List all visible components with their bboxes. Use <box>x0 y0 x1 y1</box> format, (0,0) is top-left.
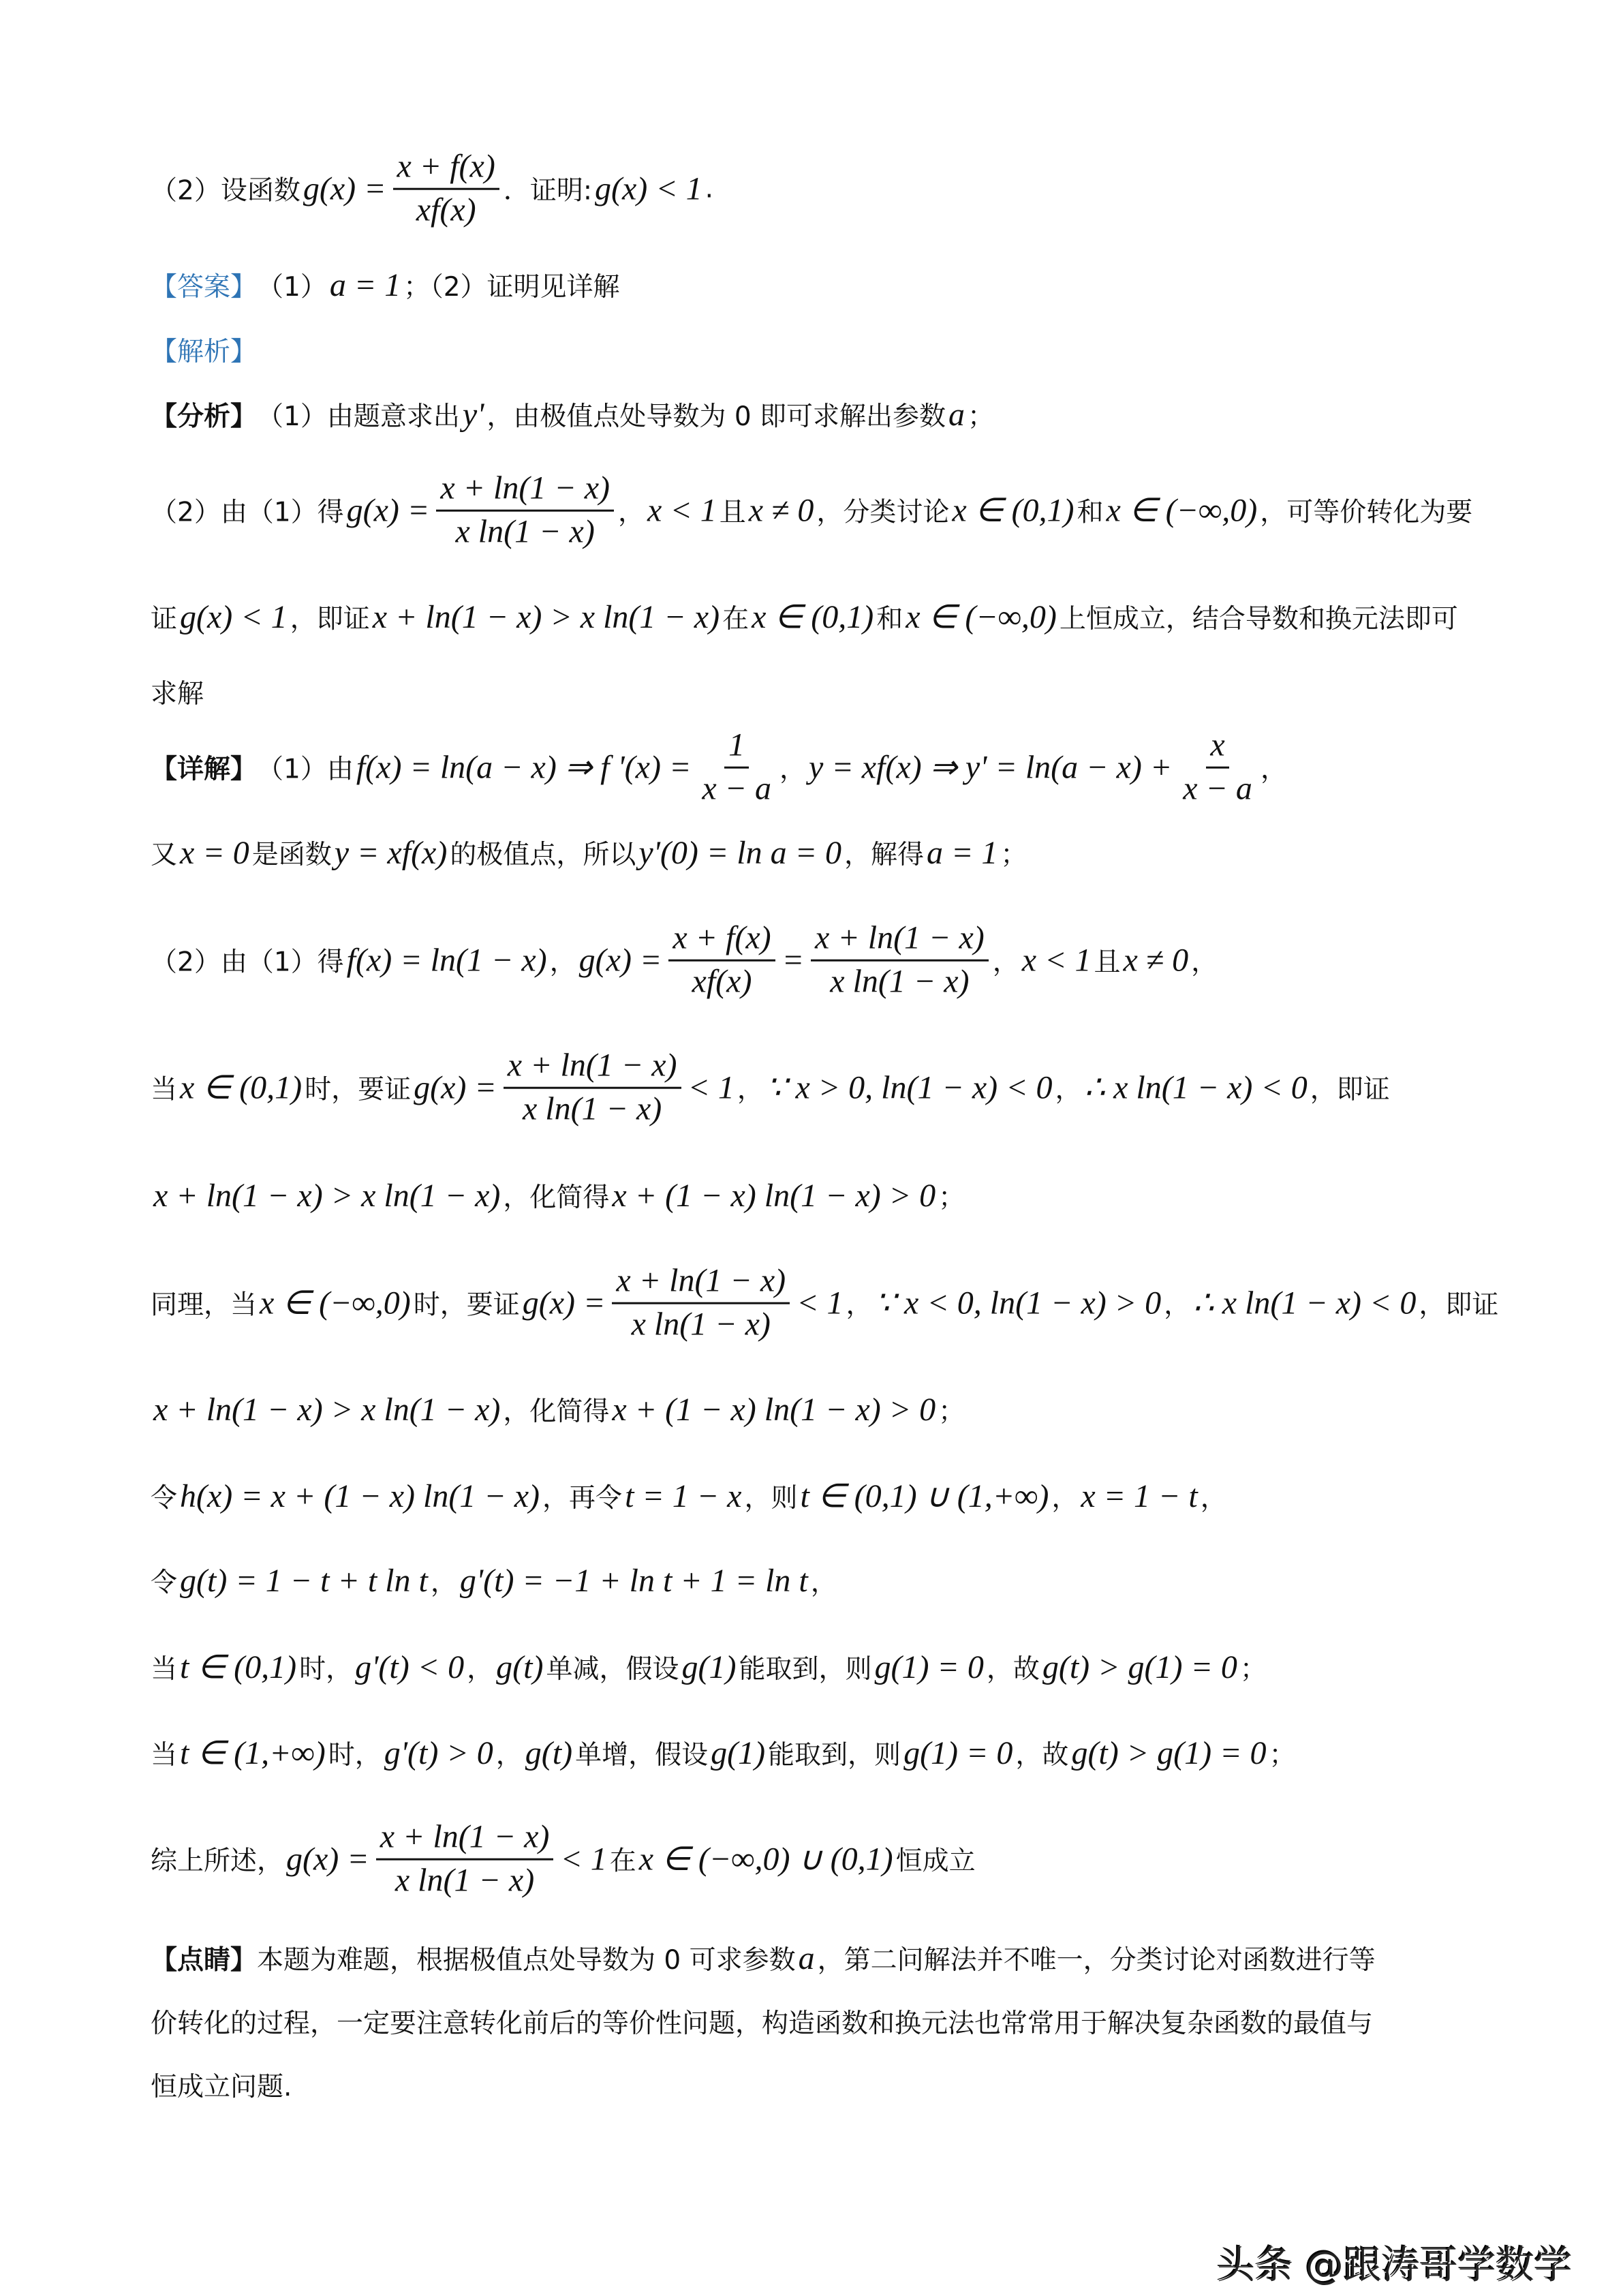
text: ， <box>779 754 807 785</box>
text: 当 <box>151 1654 178 1685</box>
text: ， <box>1051 1483 1079 1514</box>
text: ．证明: <box>503 176 592 206</box>
text: ，则 <box>744 1483 798 1514</box>
text-line <box>151 1264 1498 1343</box>
fraction-numerator: x + ln(1 − x) <box>811 921 989 962</box>
text: 求解 <box>151 679 204 709</box>
fraction-denominator: xf(x) <box>416 192 476 228</box>
math-expression: x ≠ 0 <box>748 492 814 529</box>
text: ， <box>618 498 645 528</box>
math-expression: g(x) < 1 <box>594 170 702 207</box>
text: 单增，假设 <box>575 1740 709 1771</box>
text: ； <box>938 1182 965 1213</box>
math-expression: g(x) = <box>346 492 430 529</box>
math-expression: y' <box>462 396 484 433</box>
text: （2）由（1）得 <box>151 947 344 978</box>
math-expression: x ∈ (−∞,0) <box>1106 493 1258 529</box>
text: ，由极值点处导数为 0 即可求解出参数 <box>486 401 946 432</box>
text: 时， <box>299 1654 353 1685</box>
text: 且 <box>1094 947 1121 978</box>
math-expression: g(x) = <box>414 1069 497 1106</box>
fraction-numerator: x <box>1206 728 1228 769</box>
math-expression: x < 1 <box>647 492 717 529</box>
math-expression: x + (1 − x) ln(1 − x) > 0 <box>612 1177 936 1214</box>
text-line <box>151 395 994 433</box>
text: ， <box>1055 1075 1082 1105</box>
section-label: 【答案】 <box>151 272 258 303</box>
text: ； <box>1269 1740 1296 1771</box>
text: 价转化的过程，一定要注意转化前后的等价性问题，构造函数和换元法也常常用于解决复杂函数的最值与 <box>151 2008 1374 2039</box>
math-expression: t ∈ (1,+∞) <box>180 1735 326 1771</box>
math-expression: t ∈ (0,1) ∪ (1,+∞) <box>800 1478 1049 1514</box>
text: 恒成立 <box>895 1846 976 1877</box>
math-expression: g'(t) > 0 <box>384 1734 493 1771</box>
fraction <box>1179 728 1256 808</box>
fraction-denominator: x ln(1 − x) <box>631 1306 771 1343</box>
math-expression: g(1) <box>681 1649 737 1685</box>
text: 在 <box>722 604 749 634</box>
text: 的极值点，所以 <box>450 840 636 870</box>
text: 和 <box>1077 498 1104 528</box>
fraction <box>811 921 989 1000</box>
fraction <box>376 1820 554 1899</box>
text-line <box>151 149 713 229</box>
math-expression: t ∈ (0,1) <box>180 1649 297 1685</box>
math-expression: a = 1 <box>329 266 401 303</box>
text: 上恒成立，结合导数和换元法即可 <box>1059 604 1458 634</box>
fraction <box>698 728 775 808</box>
math-expression: g(1) = 0 <box>903 1734 1013 1771</box>
math-expression: g(x) = <box>578 942 662 979</box>
fraction-numerator: x + ln(1 − x) <box>504 1048 681 1089</box>
fraction <box>668 921 775 1000</box>
text: （1）由题意求出 <box>257 401 460 432</box>
fraction <box>436 471 614 551</box>
math-expression: x < 1 <box>1021 942 1092 979</box>
math-expression: f(x) = ln(1 − x) <box>346 942 547 979</box>
text: ，即证 <box>1419 1290 1499 1321</box>
math-expression: g(t) <box>496 1649 544 1685</box>
math-expression: h(x) = x + (1 − x) ln(1 − x) <box>180 1478 540 1514</box>
text-line <box>151 1561 837 1599</box>
text: ， <box>1260 754 1287 785</box>
text: 又 <box>151 840 178 870</box>
fraction <box>612 1264 790 1343</box>
text: ；（2）证明见详解 <box>403 272 620 303</box>
text: 在 <box>609 1846 636 1877</box>
section-label: 【分析】 <box>151 401 258 432</box>
math-expression: x + ln(1 − x) > x ln(1 − x) <box>153 1391 501 1428</box>
math-expression: x ∈ (0,1) <box>180 1070 303 1106</box>
math-expression: ∴ x ln(1 − x) < 0 <box>1193 1285 1417 1321</box>
text: （1）由 <box>257 754 354 785</box>
math-expression: a <box>798 1940 815 1976</box>
text: ， <box>810 1567 837 1598</box>
fraction-numerator: x + ln(1 − x) <box>612 1264 790 1304</box>
text: 恒成立问题. <box>151 2072 292 2102</box>
text: ； <box>1000 840 1027 870</box>
fraction <box>393 149 499 229</box>
text: 当 <box>151 1075 178 1105</box>
text-line <box>151 1820 976 1899</box>
math-expression: x + ln(1 − x) > x ln(1 − x) <box>153 1177 501 1214</box>
math-expression: g'(t) < 0 <box>355 1649 465 1685</box>
math-expression: a = 1 <box>927 834 998 871</box>
text: ，故 <box>1015 1740 1069 1771</box>
math-expression: ∵ x < 0, ln(1 − x) > 0 <box>875 1285 1162 1321</box>
math-expression: g(t) <box>525 1734 573 1771</box>
text-line <box>151 1390 965 1428</box>
text: ； <box>1239 1654 1267 1685</box>
math-expression: g(x) = <box>522 1285 606 1321</box>
text: 是函数 <box>251 840 332 870</box>
fraction <box>504 1048 681 1128</box>
text: 能取到，则 <box>739 1654 872 1685</box>
text: 和 <box>876 604 903 634</box>
text: 本题为难题，根据极值点处导数为 0 可求参数 <box>257 1945 796 1976</box>
fraction-numerator: x + ln(1 − x) <box>376 1820 554 1861</box>
math-expression: x ∈ (−∞,0) ∪ (0,1) <box>638 1841 893 1878</box>
text: ， <box>495 1740 523 1771</box>
math-expression: y'(0) = ln a = 0 <box>638 834 842 871</box>
text: ，化简得 <box>503 1182 610 1213</box>
text: 令 <box>151 1567 178 1598</box>
text: ， <box>1200 1483 1227 1514</box>
text: ，可等价转化为要 <box>1260 498 1473 528</box>
text: 令 <box>151 1483 178 1514</box>
math-expression: < 1 <box>687 1069 735 1106</box>
fraction-denominator: x − a <box>1183 770 1252 807</box>
text-line <box>151 2066 292 2104</box>
math-expression: x ≠ 0 <box>1123 942 1189 979</box>
fraction-denominator: xf(x) <box>692 963 752 1000</box>
text: 综上所述， <box>151 1846 284 1877</box>
text: 时， <box>328 1740 382 1771</box>
text-line <box>151 1048 1390 1128</box>
text: ， <box>549 947 576 978</box>
fraction-numerator: 1 <box>724 728 749 769</box>
fraction-denominator: x ln(1 − x) <box>522 1090 662 1127</box>
fraction-numerator: x + f(x) <box>393 149 499 190</box>
math-expression: f(x) = ln(a − x) ⇒ f '(x) = <box>356 750 692 786</box>
text: 时，要证 <box>305 1075 412 1105</box>
text: ，再令 <box>542 1483 623 1514</box>
text: 时，要证 <box>413 1290 520 1321</box>
fraction-denominator: x ln(1 − x) <box>830 963 970 1000</box>
math-expression: ∵ x > 0, ln(1 − x) < 0 <box>766 1070 1053 1106</box>
math-expression: t = 1 − x <box>625 1478 742 1514</box>
math-expression: g(1) = 0 <box>874 1649 984 1685</box>
section-label: 【详解】 <box>151 754 258 785</box>
text-line <box>151 728 1287 808</box>
text: . <box>705 173 714 204</box>
text-line <box>151 598 1458 636</box>
text: 能取到，则 <box>768 1740 901 1771</box>
fraction-denominator: x ln(1 − x) <box>455 513 595 550</box>
text-line <box>151 266 620 304</box>
math-expression: x + ln(1 − x) > x ln(1 − x) <box>372 598 720 635</box>
text-line <box>151 331 257 369</box>
math-expression: g(t) = 1 − t + t ln t <box>180 1562 428 1599</box>
fraction-denominator: x − a <box>702 770 772 807</box>
text-line <box>151 833 1027 872</box>
text: ； <box>938 1396 965 1427</box>
text-line <box>151 1939 1376 1977</box>
text: ； <box>968 401 995 432</box>
text: ， <box>992 947 1019 978</box>
text: （2）由（1）得 <box>151 498 344 528</box>
text-line <box>151 1176 965 1214</box>
math-expression: y = xf(x) <box>334 834 448 871</box>
text: ，即证 <box>1310 1075 1390 1105</box>
text: ，解得 <box>844 840 925 870</box>
math-expression: x = 1 − t <box>1081 1478 1198 1514</box>
text: （2）设函数 <box>151 176 300 206</box>
math-expression: x + (1 − x) ln(1 − x) > 0 <box>612 1391 936 1428</box>
text: 当 <box>151 1740 178 1771</box>
text: ，第二问解法并不唯一，分类讨论对函数进行等 <box>817 1945 1376 1976</box>
fraction-numerator: x + ln(1 − x) <box>436 471 614 512</box>
text: ，化简得 <box>503 1396 610 1427</box>
text: ， <box>846 1290 873 1321</box>
math-expression: y = xf(x) ⇒ y' = ln(a − x) + <box>809 750 1173 786</box>
text: 且 <box>719 498 746 528</box>
math-expression: x ∈ (0,1) <box>752 599 874 635</box>
math-expression: x ∈ (−∞,0) <box>260 1285 411 1321</box>
text-line <box>151 471 1472 551</box>
math-expression: g(x) = <box>286 1841 369 1878</box>
math-expression: g'(t) = −1 + ln t + 1 = ln t <box>459 1562 808 1599</box>
math-expression: a <box>948 396 965 433</box>
math-expression: = <box>782 942 805 979</box>
text: ，故 <box>986 1654 1040 1685</box>
text-line <box>151 1477 1227 1515</box>
text-line <box>151 1648 1267 1686</box>
fraction-denominator: x ln(1 − x) <box>395 1862 535 1899</box>
math-expression: g(x) = <box>303 170 386 207</box>
math-expression: < 1 <box>560 1841 607 1878</box>
text-line <box>151 921 1218 1000</box>
text: ， <box>467 1654 494 1685</box>
math-expression: g(t) > g(1) = 0 <box>1071 1734 1267 1771</box>
text-line <box>151 1734 1296 1772</box>
text: ， <box>1191 947 1218 978</box>
text: 证 <box>151 604 178 634</box>
math-expression: x ∈ (0,1) <box>952 493 1075 529</box>
text: ，即证 <box>290 604 370 634</box>
math-expression: g(x) < 1 <box>180 598 288 635</box>
text-line <box>151 673 204 711</box>
math-expression: g(1) <box>711 1734 766 1771</box>
math-expression: x ∈ (−∞,0) <box>906 599 1057 635</box>
math-expression: g(t) > g(1) = 0 <box>1042 1649 1237 1685</box>
text-line <box>151 2002 1373 2040</box>
text: （1） <box>257 272 327 303</box>
text: ， <box>430 1567 457 1598</box>
section-label: 【点睛】 <box>151 1945 258 1976</box>
text: ，分类讨论 <box>816 498 950 528</box>
math-expression: < 1 <box>797 1285 844 1321</box>
watermark: 头条 @跟涛哥学数学 <box>1217 2244 1573 2288</box>
math-expression: x = 0 <box>180 834 249 871</box>
math-expression: ∴ x ln(1 − x) < 0 <box>1084 1070 1308 1106</box>
text: 单减，假设 <box>546 1654 679 1685</box>
section-label: 【解析】 <box>151 337 258 367</box>
text: ， <box>1164 1290 1191 1321</box>
fraction-numerator: x + f(x) <box>668 921 775 962</box>
text: ， <box>737 1075 764 1105</box>
text: 同理，当 <box>151 1290 258 1321</box>
